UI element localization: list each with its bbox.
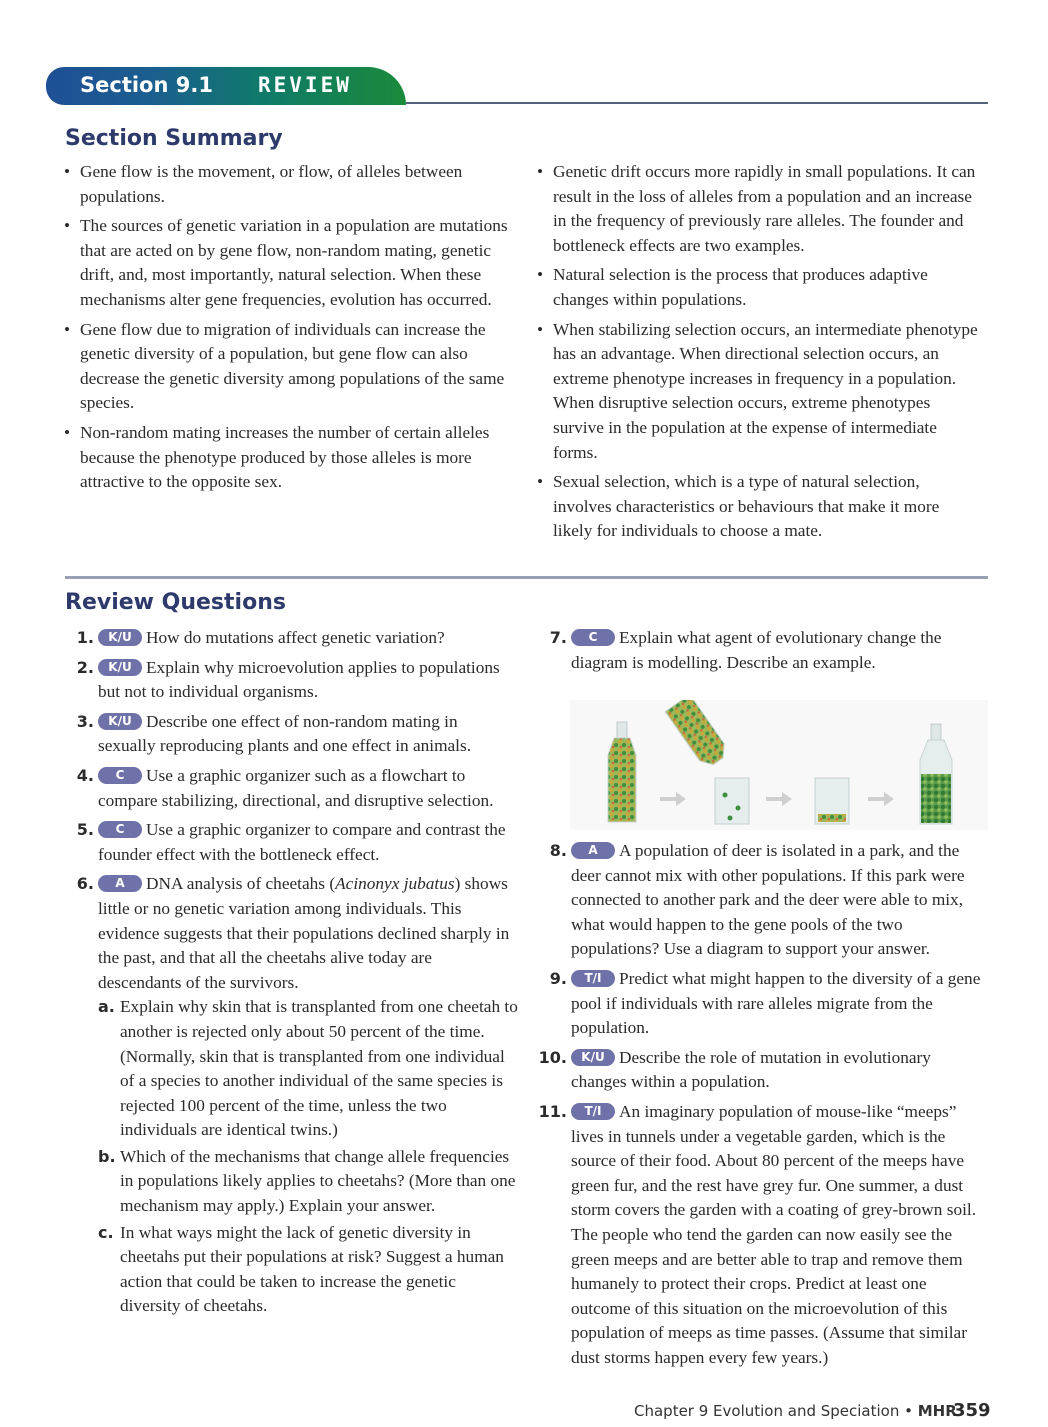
category-badge: K/U	[98, 659, 142, 676]
category-badge: K/U	[98, 629, 142, 646]
page-footer	[634, 1402, 957, 1420]
category-badge: T/I	[571, 970, 615, 987]
summary-bullet: • Sexual selection, which is a type of natural selection, involves characteristics or behaviours that make it more likely for individuals to choose a mate.	[537, 470, 982, 544]
category-badge: K/U	[98, 713, 142, 730]
question-10: 10. K/U Describe the role of mutation in evolutionary changes within a population.	[538, 1047, 931, 1092]
questions-right-column	[537, 839, 987, 1375]
question-3: 3. K/U Describe one effect of non-random mating in sexually reproducing plants and one effect in animals.	[76, 711, 472, 756]
question-6c: c. In what ways might the lack of genetic diversity in cheetahs put their populations at risk? Suggest a human action that could be taken to increase the genetic diversity of cheetahs.	[98, 1222, 504, 1316]
summary-bullet: • Genetic drift occurs more rapidly in small populations. It can result in the loss of alleles from a population and an increase in the frequency of previously rare alleles. The founder and bottleneck effects are two examples.	[537, 160, 982, 258]
category-badge: T/I	[571, 1103, 615, 1120]
bottle-beaker-illustration	[570, 700, 988, 830]
review-questions-heading: Review Questions	[65, 590, 286, 615]
section-summary-heading: Section Summary	[65, 126, 283, 151]
questions-left-column	[64, 626, 519, 1324]
question-11: 11. T/I An imaginary population of mouse-like “meeps” lives in tunnels under a vegetable garden, which is the source of their food. About 80 percent of the meeps have green fur, and the rest have grey fur. One summer, a dust storm covers the garden with a coating of grey-brown soil. The people who tend the garden can now easily see the green meeps and are better able to trap and remove them humanely to protect their crops. Predict at least one outcome of this situation on the microevolution of this population of meeps as time passes. (Assume that similar dust storms happen every few years.)	[538, 1101, 977, 1367]
summary-bullet: • Non-random mating increases the number of certain alleles because the phenotype produced by those alleles is more attractive to the opposite sex.	[64, 421, 519, 495]
question-6: 6. A DNA analysis of cheetahs (Acinonyx jubatus) shows little or no genetic variation among individuals. This evidence suggests that their populations declined sharply in the past, and that all the cheetahs alive today are descendants of the survivors. a. Explain why skin that is transplanted from one cheetah to another is rejected only about 50 percent of the time. (Normally, skin that is transplanted from one individual of a species to another individual of the same species is rejected 100 percent of the time, unless the two individuals are identical twins.) b. Which of the mechanisms that change allele frequencies in populations likely applies to cheetahs? (More than one mechanism may apply.) Explain your answer. c. In what ways might the lack of genetic diversity in cheetahs put their populations at risk? Suggest a human action that could be taken to increase the genetic diversity of cheetahs.	[64, 872, 519, 1319]
question-7: 7. C Explain what agent of evolutionary change the diagram is modelling. Describe an example.	[549, 628, 942, 672]
original-bottle	[608, 722, 636, 822]
header-rule	[406, 102, 988, 104]
beaker-with-beads	[715, 778, 749, 824]
summary-bullet: • Gene flow due to migration of individuals can increase the genetic diversity of a population, but gene flow can also decrease the genetic diversity among populations of the same species.	[64, 318, 519, 416]
question-8: 8. A A population of deer is isolated in a park, and the deer cannot mix with other populations. If this park were connected to another park and the deer were able to mix, what would happen to the gene pools of the two populations? Use a diagram to support your answer.	[549, 841, 965, 959]
new-bottle	[920, 724, 952, 824]
chapter-title: Chapter 9 Evolution and Speciation •	[634, 1402, 918, 1420]
question-1: 1. K/U How do mutations affect genetic variation?	[76, 628, 445, 647]
category-badge: A	[98, 875, 142, 892]
category-badge: C	[98, 821, 142, 838]
summary-bullet: • Natural selection is the process that produces adaptive changes within populations.	[537, 263, 982, 312]
category-badge: A	[571, 842, 615, 859]
question-2: 2. K/U Explain why microevolution applies to populations but not to individual organisms.	[76, 657, 500, 702]
question-6a: a. Explain why skin that is transplanted from one cheetah to another is rejected only about 50 percent of the time. (Normally, skin that is transplanted from one individual of a species to another individual of the same species is rejected 100 percent of the time, unless the two individuals are identical twins.)	[98, 997, 518, 1140]
summary-right-column	[537, 160, 982, 549]
question-6b: b. Which of the mechanisms that change allele frequencies in populations likely applies to cheetahs? (More than one mechanism may apply.) Explain your answer.	[98, 1146, 516, 1216]
publisher: MHR	[917, 1402, 957, 1420]
summary-bullet: • The sources of genetic variation in a population are mutations that are acted on by gene flow, non-random mating, genetic drift, and, most importantly, natural selection. When these mechanisms alter gene frequencies, evolution has occurred.	[64, 214, 519, 312]
category-badge: C	[571, 629, 615, 646]
arrow-icon	[660, 792, 686, 806]
arrow-icon	[766, 792, 792, 806]
arrow-icon	[868, 792, 894, 806]
category-badge: K/U	[571, 1049, 615, 1066]
section-divider	[65, 576, 988, 579]
question-9: 9. T/I Predict what might happen to the diversity of a gene pool if individuals with rare alleles migrate from the population.	[549, 968, 981, 1038]
section-banner	[46, 67, 406, 105]
section-label: Section 9.1	[80, 73, 213, 97]
summary-left-column	[64, 160, 519, 500]
summary-bullet: • When stabilizing selection occurs, an intermediate phenotype has an advantage. When directional selection occurs, an extreme phenotype increases in frequency in a population. When disruptive selection occurs, extreme phenotypes survive in the population at the expense of intermediate forms.	[537, 318, 982, 466]
category-badge: C	[98, 767, 142, 784]
question-5: 5. C Use a graphic organizer to compare and contrast the founder effect with the bottleneck effect.	[76, 820, 506, 864]
question-4: 4. C Use a graphic organizer such as a flowchart to compare stabilizing, directional, and disruptive selection.	[76, 765, 494, 810]
beaker-few-beads	[815, 778, 849, 824]
genetic-drift-diagram	[570, 700, 988, 830]
summary-bullet: • Gene flow is the movement, or flow, of alleles between populations.	[64, 160, 519, 209]
question-7-block	[537, 626, 987, 680]
review-label: REVIEW	[258, 73, 352, 97]
pouring-bottle	[665, 700, 730, 770]
page-number: 359	[953, 1400, 991, 1421]
species-name: Acinonyx jubatus	[335, 874, 455, 894]
